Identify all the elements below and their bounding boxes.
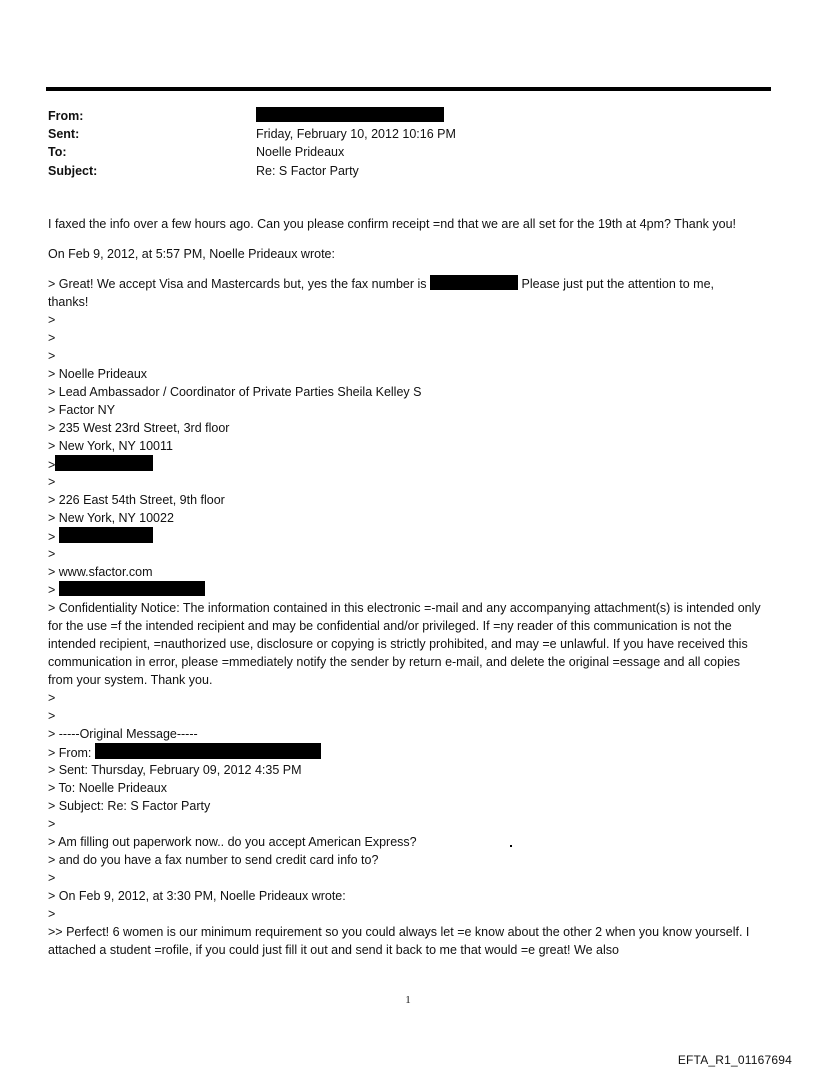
stray-dot bbox=[510, 845, 512, 847]
subject-value: Re: S Factor Party bbox=[256, 163, 359, 178]
original-body-2: > and do you have a fax number to send credit card info to? bbox=[48, 853, 379, 867]
redacted-line: > bbox=[48, 527, 768, 545]
to-value: Noelle Prideaux bbox=[256, 145, 345, 160]
quote-blank: > bbox=[48, 547, 56, 561]
quote-line-1: > Great! We accept Visa and Mastercards but, yes the fax number is Please just put the attention to me, bbox=[48, 277, 714, 291]
address-2-city: > New York, NY 10022 bbox=[48, 511, 174, 525]
original-quote-body: >> Perfect! 6 women is our minimum requirement so you could always let =e know about the other 2 when you know yourself. I attached a student =rofile, if you could just fill it out and send it back to me that would =e great! We also bbox=[48, 925, 750, 957]
confidentiality-notice: > Confidentiality Notice: The information contained in this electronic =-mail and any accompanying attachment(s) is intended only for the use =f the intended recipient and may be confidential and/or privileged. If =ny reader of this communication is not the intended recipient, =nauthorized use, disclosure or copying is strictly prohibited, and may =e unlawful. If you have received this communication in error, please =mmediately notify the sender by return e-mail, and delete the original =essage and all copies from your system. Thank you. bbox=[48, 601, 761, 687]
original-body-1: > Am filling out paperwork now.. do you accept American Express? bbox=[48, 835, 417, 849]
sent-label: Sent: bbox=[48, 127, 80, 142]
redacted-phone-2 bbox=[59, 527, 153, 543]
quote-header: On Feb 9, 2012, at 5:57 PM, Noelle Prideaux wrote: bbox=[48, 247, 335, 261]
quote-blank: > bbox=[48, 331, 56, 345]
address-2-street: > 226 East 54th Street, 9th floor bbox=[48, 493, 225, 507]
intro-paragraph: I faxed the info over a few hours ago. Can you please confirm receipt =nd that we are all set for the 19th at 4pm? Thank you! bbox=[48, 217, 737, 231]
quote-line-2: thanks! bbox=[48, 295, 89, 309]
signature-name: > Noelle Prideaux bbox=[48, 367, 148, 381]
bates-number: EFTA_R1_01167694 bbox=[677, 1053, 792, 1067]
original-message-separator: > -----Original Message----- bbox=[48, 727, 198, 741]
original-quote-header: > On Feb 9, 2012, at 3:30 PM, Noelle Prideaux wrote: bbox=[48, 889, 346, 903]
original-to-line: > To: Noelle Prideaux bbox=[48, 781, 167, 795]
original-subject-line: > Subject: Re: S Factor Party bbox=[48, 799, 211, 813]
redacted-from bbox=[256, 107, 444, 122]
redacted-email bbox=[59, 581, 205, 596]
quote-blank: > bbox=[48, 907, 56, 921]
quote-blank: > bbox=[48, 313, 56, 327]
redacted-original-from bbox=[95, 743, 321, 759]
address-1-street: > 235 West 23rd Street, 3rd floor bbox=[48, 421, 230, 435]
header-rule bbox=[46, 87, 771, 91]
redacted-phone-1 bbox=[55, 455, 153, 471]
redacted-fax-number bbox=[430, 275, 518, 290]
signature-company: > Factor NY bbox=[48, 403, 116, 417]
website-line: > www.sfactor.com bbox=[48, 565, 153, 579]
redacted-line: > bbox=[48, 581, 768, 599]
sent-value: Friday, February 10, 2012 10:16 PM bbox=[256, 127, 456, 142]
quote-blank: > bbox=[48, 349, 56, 363]
to-label: To: bbox=[48, 145, 67, 160]
original-sent-line: > Sent: Thursday, February 09, 2012 4:35 PM bbox=[48, 763, 302, 777]
quote-blank: > bbox=[48, 475, 56, 489]
quote-blank: > bbox=[48, 817, 56, 831]
email-body bbox=[48, 215, 768, 959]
signature-title: > Lead Ambassador / Coordinator of Private Parties Sheila Kelley S bbox=[48, 385, 422, 399]
from-label: From: bbox=[48, 109, 84, 123]
quote-blank: > bbox=[48, 871, 56, 885]
quote-blank: > bbox=[48, 691, 56, 705]
redacted-line: > bbox=[48, 455, 768, 473]
address-1-city: > New York, NY 10011 bbox=[48, 439, 173, 453]
subject-label: Subject: bbox=[48, 163, 98, 178]
page-number: 1 bbox=[405, 994, 411, 1006]
quote-blank: > bbox=[48, 709, 56, 723]
original-from-line: > From: bbox=[48, 743, 768, 761]
